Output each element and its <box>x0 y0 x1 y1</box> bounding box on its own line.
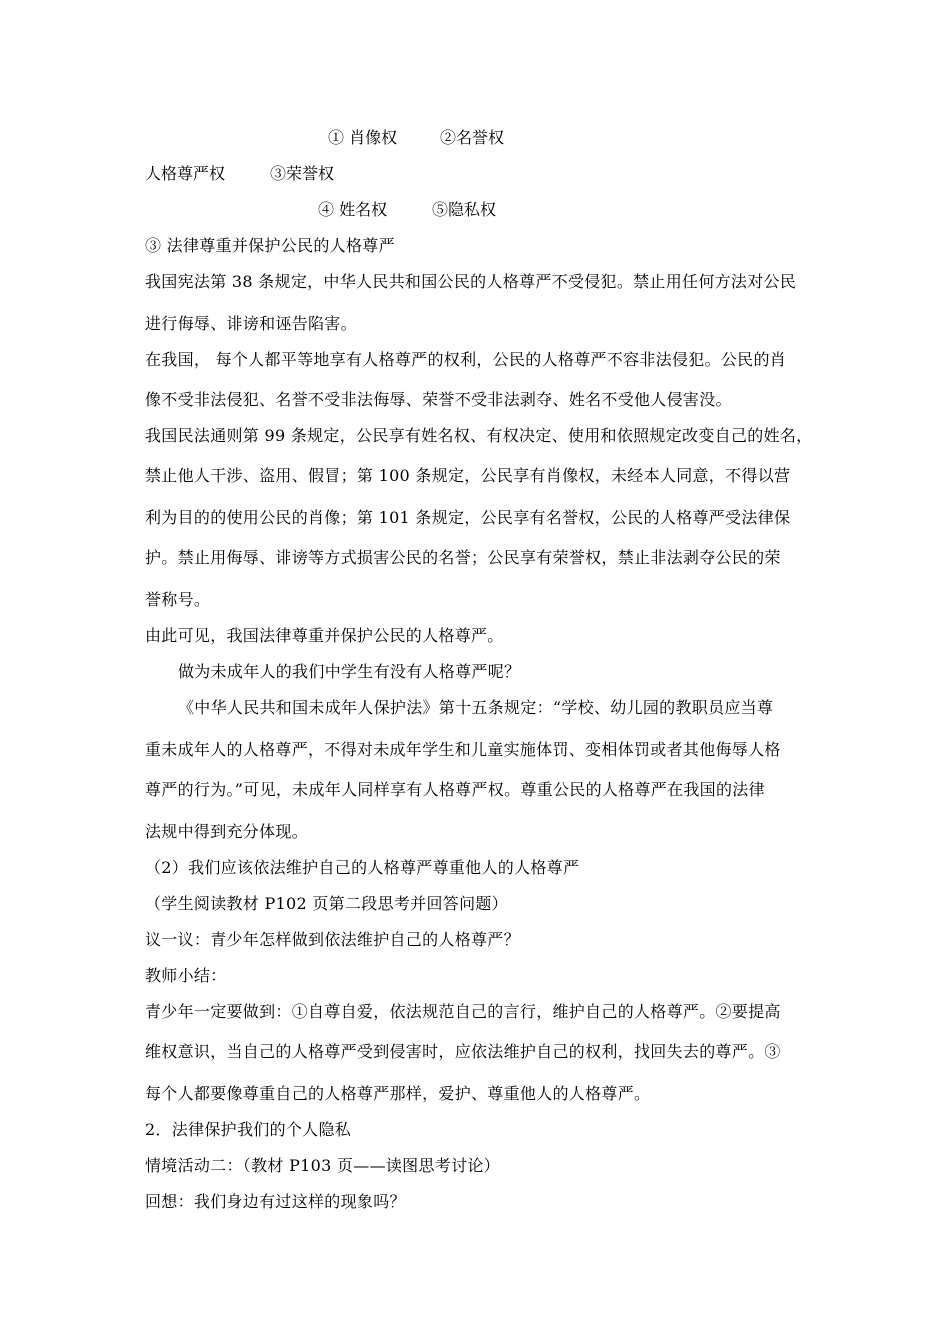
paragraph-line: 重未成年人的人格尊严，不得对未成年学生和儿童实施体罚、变相体罚或者其他侮辱人格 <box>145 740 781 759</box>
paragraph-line: 维权意识，当自己的人格尊严受到侵害时，应依法维护自己的权利，找回失去的尊严。③ <box>145 1042 781 1061</box>
paragraph-line: 尊严的行为。”可见，未成年人同样享有人格尊严权。尊重公民的人格尊严在我国的法律 <box>145 780 765 799</box>
question-line: 做为未成年人的我们中学生有没有人格尊严呢？ <box>178 662 521 681</box>
right-name: ④ 姓名权 <box>318 200 388 219</box>
paragraph-line: 法规中得到充分体现。 <box>145 822 309 841</box>
right-portrait: ① 肖像权 <box>328 128 398 147</box>
right-honor: ③荣誉权 <box>270 164 335 183</box>
heading-law-protects-dignity: ③ 法律尊重并保护公民的人格尊严 <box>145 236 395 255</box>
paragraph-line: 禁止他人干涉、盗用、假冒；第 100 条规定，公民享有肖像权，未经本人同意，不得以营 <box>145 466 791 485</box>
paragraph-line: 回想：我们身边有过这样的现象吗？ <box>145 1192 406 1211</box>
paragraph-line: 情境活动二：（教材 P103 页——读图思考讨论） <box>145 1156 500 1175</box>
paragraph-line: 我国宪法第 38 条规定，中华人民共和国公民的人格尊严不受侵犯。禁止用任何方法对公民 <box>145 272 797 291</box>
paragraph-line: 护。禁止用侮辱、诽谤等方式损害公民的名誉；公民享有荣誉权，禁止非法剥夺公民的荣 <box>145 548 781 567</box>
right-reputation: ②名誉权 <box>440 128 505 147</box>
rights-label: 人格尊严权 <box>145 164 226 183</box>
paragraph-line: 我国民法通则第 99 条规定，公民享有姓名权、有权决定、使用和依照规定改变自己的姓名， <box>145 426 813 445</box>
paragraph-line: 教师小结： <box>145 966 227 985</box>
paragraph-line: 在我国， 每个人都平等地享有人格尊严的权利，公民的人格尊严不容非法侵犯。公民的肖 <box>145 350 787 369</box>
paragraph-line: 青少年一定要做到：①自尊自爱，依法规范自己的言行，维护自己的人格尊严。②要提高 <box>145 1002 781 1021</box>
paragraph-line: 议一议：青少年怎样做到依法维护自己的人格尊严？ <box>145 930 520 949</box>
paragraph-line: 进行侮辱、诽谤和诬告陷害。 <box>145 314 357 333</box>
paragraph-line: 由此可见，我国法律尊重并保护公民的人格尊严。 <box>145 626 504 645</box>
paragraph-line: 利为目的的使用公民的肖像；第 101 条规定，公民享有名誉权，公民的人格尊严受法律保 <box>145 508 791 527</box>
section-heading: （2）我们应该依法维护自己的人格尊严尊重他人的人格尊严 <box>145 858 580 877</box>
paragraph-line: 誉称号。 <box>145 590 211 609</box>
paragraph-line: 像不受非法侵犯、名誉不受非法侮辱、荣誉不受非法剥夺、姓名不受他人侵害没。 <box>145 390 732 409</box>
paragraph-line: （学生阅读教材 P102 页第二段思考并回答问题） <box>145 894 508 913</box>
paragraph-line: 《中华人民共和国未成年人保护法》第十五条规定：“学校、幼儿园的教职员应当尊 <box>178 698 774 717</box>
paragraph-line: 每个人都要像尊重自己的人格尊严那样，爱护、尊重他人的人格尊严。 <box>145 1084 651 1103</box>
section-heading: 2．法律保护我们的个人隐私 <box>145 1120 352 1139</box>
right-privacy: ⑤隐私权 <box>432 200 497 219</box>
